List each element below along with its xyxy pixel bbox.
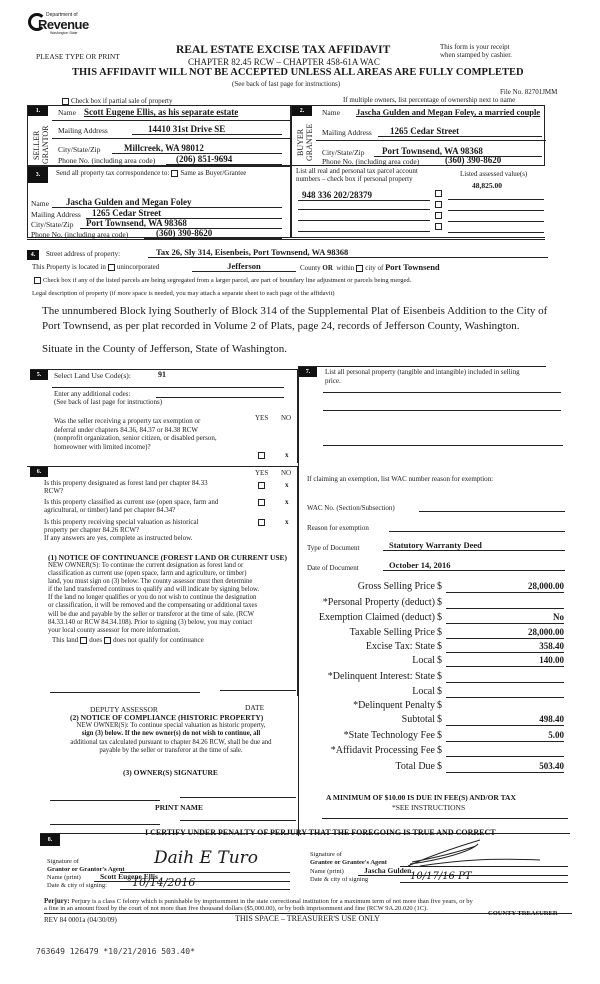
unincorporated-checkbox[interactable] xyxy=(108,264,115,271)
grantor-signature[interactable]: Daih E Turo xyxy=(154,848,259,868)
parcels-section xyxy=(291,166,545,238)
perjury-certification: I CERTIFY UNDER PENALTY OF PERJURY THAT THE FOREGOING IS TRUE AND CORRECT xyxy=(145,828,496,837)
historic-no-mark[interactable]: x xyxy=(285,518,289,526)
forest-land-question: Is this property designated as forest land per chapter 84.33 RCW? xyxy=(44,479,208,495)
deputy-assessor-label: DEPUTY ASSESSOR xyxy=(90,705,158,714)
forest-land-yes-checkbox[interactable] xyxy=(258,482,265,489)
grantor-print-name[interactable]: Scott Eugene Ellis xyxy=(94,872,290,882)
current-use-no-mark[interactable]: x xyxy=(285,498,289,506)
buyer-section xyxy=(291,105,545,166)
seller-section xyxy=(27,105,291,166)
forest-land-no-mark[interactable]: x xyxy=(285,481,289,489)
affidavit-processing-fee[interactable] xyxy=(446,745,564,757)
treasurer-space-label: THIS SPACE – TREASURER'S USE ONLY xyxy=(235,914,380,923)
amount-row-delinquent-interest-local: Local $ xyxy=(300,686,600,700)
grantee-print-name[interactable]: Jascha Gulden xyxy=(358,866,568,876)
multiple-owners-note: If multiple owners, list percentage of ownership next to name xyxy=(343,96,516,104)
logo-state: Washington State xyxy=(50,31,78,35)
amount-row-gross-selling-price: Gross Selling Price $ 28,000.00 xyxy=(357,581,564,592)
buyer-name[interactable]: Jascha Gulden and Megan Foley, a married couple xyxy=(356,107,541,117)
seller-city-label: City/State/Zip xyxy=(58,145,101,154)
parcel-number-3[interactable] xyxy=(298,211,430,221)
grantee-date-label: Date & city of signing xyxy=(310,876,369,883)
form-revision: REV 84 0001a (04/30/09) xyxy=(44,916,117,924)
parcel-2-personal-checkbox[interactable] xyxy=(435,201,442,208)
section-number: 8. xyxy=(40,834,60,846)
corr-phone[interactable]: (360) 390-8620 xyxy=(144,228,282,239)
section-number: 7. xyxy=(299,367,317,377)
no-header: NO xyxy=(281,469,292,477)
historic-yes-checkbox[interactable] xyxy=(258,519,265,526)
yes-header: YES xyxy=(255,414,269,422)
amount-row-subtotal: Subtotal $ 498.40 xyxy=(401,714,564,725)
partial-sale-label: Check box if partial sale of property xyxy=(71,97,173,105)
seller-address-label: Mailing Address xyxy=(58,126,108,135)
assessor-date-label: DATE xyxy=(245,703,265,712)
exemption-yes-checkbox[interactable] xyxy=(258,452,265,459)
section-number: 3. xyxy=(28,167,48,183)
seller-phone-label: Phone No. (including area code) xyxy=(58,156,156,165)
file-number: File No. 82701JMM xyxy=(500,88,558,96)
amount-row-processing-fee: *Affidavit Processing Fee $ xyxy=(300,745,600,759)
personal-property-label-2: price. xyxy=(325,377,341,385)
perjury-notice-2: a fine in an amount fixed by the court of not more than five thousand dollars ($5,000.00), or by both imprisonment and fine (RCW 9A.20.020 (1C). xyxy=(44,905,428,912)
total-due[interactable]: 503.40 xyxy=(446,761,564,773)
section-number: 4. xyxy=(27,250,39,260)
grantor-date-label: Date & city of signing: xyxy=(47,882,107,889)
corr-name[interactable]: Jascha Gulden and Megan Foley xyxy=(52,197,282,208)
seller-side-label: SELLER GRANTOR xyxy=(32,125,50,165)
wac-number-field[interactable] xyxy=(419,503,565,512)
delinquent-interest-state[interactable] xyxy=(446,671,564,683)
section-number: 2. xyxy=(292,106,312,116)
assessed-value-label: Listed assessed value(s) xyxy=(460,170,528,178)
does-qualify-checkbox[interactable] xyxy=(80,637,87,644)
buyer-address-label: Mailing Address xyxy=(322,128,372,137)
parcel-number-1[interactable]: 948 336 202/28379 xyxy=(298,190,430,201)
logo-dept: Department of xyxy=(46,12,78,18)
buyer-phone[interactable]: (360) 390-8620 xyxy=(437,155,542,166)
exemption-claimed[interactable]: No xyxy=(446,612,564,624)
qualify-continuance-row: This land does does not qualify for continuance xyxy=(52,636,204,644)
personal-property-deduct[interactable] xyxy=(446,597,564,609)
parcel-3-personal-checkbox[interactable] xyxy=(435,212,442,219)
document-type[interactable]: Statutory Warranty Deed xyxy=(383,540,565,551)
corr-city-label: City/State/Zip xyxy=(31,220,74,229)
additional-codes-note: (See back of last page for instructions) xyxy=(54,398,163,406)
historic-question: Is this property receiving special valuation as historical property per chapter 84.26 RCW? If any answers are yes, complete as instructed below. xyxy=(44,518,199,542)
print-name-label: PRINT NAME xyxy=(155,803,203,812)
current-use-question: Is this property classified as current use (open space, farm and agricultural, or timber) land per chapter 84.34? xyxy=(44,498,219,514)
within-city-row: County OR within city of Port Townsend xyxy=(300,262,440,272)
grantee-date[interactable]: 10/17/16 PT xyxy=(400,871,568,883)
receipt-note: This form is your receipt xyxy=(440,43,510,51)
exemption-question: Was the seller receiving a property tax exemption or deferral under chapters 84.36, 84.37 or 84.38 RCW (nonprofit organization, senior citizen, or disabled person, homeowner with limited income)? xyxy=(54,417,217,451)
amount-row-taxable-price: Taxable Selling Price $ 28,000.00 xyxy=(349,627,564,638)
document-type-label: Type of Document xyxy=(307,544,360,552)
section-number: 1. xyxy=(28,106,48,116)
excise-tax-state[interactable]: 358.40 xyxy=(446,641,564,653)
wac-number-label: WAC No. (Section/Subsection) xyxy=(307,504,395,512)
instructions-note: (See back of last page for instructions) xyxy=(232,80,341,88)
segregated-checkbox[interactable] xyxy=(34,277,41,284)
corr-phone-label: Phone No. (including area code) xyxy=(31,230,129,239)
amount-row-excise-local: Local $ 140.00 xyxy=(412,655,564,666)
amount-row-delinquent-penalty: *Delinquent Penalty $ xyxy=(300,700,600,714)
receipt-note-2: when stamped by cashier. xyxy=(440,51,512,59)
section-number: 6. xyxy=(30,467,48,477)
additional-codes-label: Enter any additional codes: xyxy=(54,390,131,398)
correspondence-section xyxy=(27,166,291,238)
parcel-number-2[interactable] xyxy=(298,200,430,210)
land-use-code[interactable]: 91 xyxy=(158,370,166,379)
amount-row-exemption: Exemption Claimed (deduct) $ No xyxy=(318,612,564,623)
street-address-label: Street address of property: xyxy=(46,250,121,258)
gross-selling-price[interactable]: 28,000.00 xyxy=(446,581,564,593)
amount-row-tech-fee: *State Technology Fee $ 5.00 xyxy=(343,730,564,741)
subtotal[interactable]: 498.40 xyxy=(446,714,564,726)
perjury-notice: Perjury: Perjury is a class C felony which is punishable by imprisonment in the state correctional institution for a maximum term of not more than five years, or by xyxy=(44,897,473,905)
assessed-value-1[interactable]: 48,825.00 xyxy=(472,181,502,190)
exemption-no-mark[interactable]: x xyxy=(285,451,289,459)
property-county[interactable]: Jefferson xyxy=(192,261,296,272)
land-use-label: Select Land Use Code(s): xyxy=(54,371,131,380)
amount-row-delinquent-interest-state: *Delinquent Interest: State $ xyxy=(300,671,600,685)
completion-warning: THIS AFFIDAVIT WILL NOT BE ACCEPTED UNLESS ALL AREAS ARE FULLY COMPLETED xyxy=(72,67,524,78)
buyer-side-label: BUYER GRANTEE xyxy=(296,123,314,161)
dor-logo xyxy=(26,12,89,38)
corr-city[interactable]: Port Townsend, WA 98368 xyxy=(80,218,282,229)
legal-description-line: The unnumbered Block lying Southerly of Block 314 of the Supplemental Plat of Eisenbeis Addition to the City of xyxy=(42,305,548,317)
legal-description-line: Situate in the County of Jefferson, State of Washington. xyxy=(42,343,287,355)
seller-phone[interactable]: (206) 851-9694 xyxy=(166,154,282,165)
parcels-label: List all real and personal tax parcel account xyxy=(296,167,418,175)
yes-header: YES xyxy=(255,469,269,477)
delinquent-interest-local[interactable] xyxy=(446,686,564,698)
parcel-1-personal-checkbox[interactable] xyxy=(435,190,442,197)
form-subtitle: CHAPTER 82.45 RCW – CHAPTER 458-61A WAC xyxy=(188,57,380,67)
buyer-address[interactable]: 1265 Cedar Street xyxy=(378,126,542,137)
excise-tax-local[interactable]: 140.00 xyxy=(446,655,564,667)
property-street-address[interactable]: Tax 26, Sly 314, Eisenbeis, Port Townsend, WA 98368 xyxy=(148,247,548,258)
seller-name-label: Name xyxy=(58,108,76,117)
county-treasurer-label: COUNTY TREASURER xyxy=(488,910,558,917)
location-row: This Property is located in unincorporated xyxy=(32,263,160,271)
notice-compliance-title: (2) NOTICE OF COMPLIANCE (HISTORIC PROPERTY) xyxy=(70,713,264,722)
parcel-number-4[interactable] xyxy=(298,222,430,232)
grantee-name-label: Name (print) xyxy=(310,868,344,875)
exemption-wac-label: If claiming an exemption, list WAC number reason for exemption: xyxy=(307,475,494,483)
buyer-phone-label: Phone No. (including area code) xyxy=(322,157,420,166)
grantor-signature-label: Signature of xyxy=(47,858,79,865)
amount-row-excise-state: Excise Tax: State $ 358.40 xyxy=(365,641,564,652)
seller-address[interactable]: 14410 31st Drive SE xyxy=(132,124,282,135)
corr-address-label: Mailing Address xyxy=(31,210,81,219)
legal-description-line: Port Townsend, as per plat recorded in Volume 2 of Plats, page 24, records of Jefferson County, Washington. xyxy=(42,320,520,332)
section-number: 5. xyxy=(30,370,48,380)
document-date[interactable]: October 14, 2016 xyxy=(383,560,565,571)
same-as-buyer-checkbox[interactable] xyxy=(171,170,178,177)
segregated-row: Check box if any of the listed parcels are being segregated from a larger parcel, are part of boundary line adjustment or parcels being merged. xyxy=(32,277,411,284)
amount-row-personal-property: *Personal Property (deduct) $ xyxy=(300,597,600,611)
grantor-name-label: Name (print) xyxy=(47,874,81,881)
grantor-date[interactable]: 10/14/2016 xyxy=(120,876,290,890)
no-header: NO xyxy=(281,414,292,422)
partial-sale-row xyxy=(60,97,172,105)
seller-city[interactable]: Millcreek, WA 98012 xyxy=(112,143,282,154)
buyer-city-label: City/State/Zip xyxy=(322,148,365,157)
exemption-reason-label: Reason for exemption xyxy=(307,524,369,532)
notice-compliance-text: NEW OWNER(S): To continue special valuation as historic property, sign (3) below. If the new owner(s) do not wish to continue, all additional tax calculated pursuant to chapter 84.26 RCW, shall be due and payable by the seller or transferor at the time of sale. xyxy=(70,722,272,754)
state-technology-fee[interactable]: 5.00 xyxy=(446,730,564,742)
notice-continuance-text: NEW OWNER(S): To continue the current designation as forest land or classification as current use (open space, farm and agriculture, or timber) land, you must sign on (3) below. The county assessor must then determine if the land transferred continues to qualify and will indicate by signing below. If the land no longer qualifies or you do not wish to continue the designation or classification, it will be removed and the compensating or additional taxes will be due and payable by the seller or transferor at the time of sale. (RCW 84.33.140 or RCW 84.34.108). Prior to signing (3) below, you may contact your local county assessor for more information. xyxy=(48,562,260,634)
current-use-yes-checkbox[interactable] xyxy=(258,499,265,506)
grantee-agent-label: Grantee or Grantee's Agent xyxy=(310,859,387,866)
personal-property-label: List all personal property (tangible and intangible) included in selling xyxy=(325,368,520,376)
logo-name: Revenue xyxy=(38,17,89,32)
receipt-stamp: 763649 126479 *10/21/2016 503.40* xyxy=(36,947,195,956)
taxable-selling-price[interactable]: 28,000.00 xyxy=(446,627,564,639)
parcels-label-2: numbers – check box if personal property xyxy=(296,175,413,183)
amount-row-total-due: Total Due $ 503.40 xyxy=(395,761,564,772)
exemption-reason-field[interactable] xyxy=(389,523,565,532)
within-city-checkbox[interactable] xyxy=(356,265,363,272)
buyer-city[interactable]: Port Townsend, WA 98368 xyxy=(374,146,542,157)
delinquent-penalty[interactable] xyxy=(446,700,564,712)
please-type-note: PLEASE TYPE OR PRINT xyxy=(36,52,120,61)
legal-description-label: Legal description of property (if more space is needed, you may attach a separate sheet to each page of the affidavit) xyxy=(32,290,335,297)
corr-name-label: Name xyxy=(31,199,49,208)
document-date-label: Date of Document xyxy=(307,564,359,572)
see-instructions-note: *SEE INSTRUCTIONS xyxy=(392,803,466,812)
correspondence-header: Send all property tax correspondence to: Same as Buyer/Grantee xyxy=(56,169,247,177)
seller-name[interactable]: Scott Eugene Ellis, as his separate estate xyxy=(84,107,239,117)
grantee-signature-label: Signature of xyxy=(310,851,342,858)
partial-sale-checkbox[interactable] xyxy=(62,98,69,105)
form-title: REAL ESTATE EXCISE TAX AFFIDAVIT xyxy=(176,44,391,56)
grantor-agent-label: Grantor or Grantor's Agent xyxy=(47,866,125,873)
corr-address[interactable]: 1265 Cedar Street xyxy=(86,208,282,219)
notice-continuance-title: (1) NOTICE OF CONTINUANCE (FOREST LAND OR CURRENT USE) xyxy=(48,553,288,562)
property-city: Port Townsend xyxy=(385,262,440,272)
minimum-fee-note: A MINIMUM OF $10.00 IS DUE IN FEE(S) AND/OR TAX xyxy=(326,793,516,802)
section-6 xyxy=(30,466,298,696)
parcel-4-personal-checkbox[interactable] xyxy=(435,223,442,230)
buyer-name-label: Name xyxy=(322,108,340,117)
land-use-section xyxy=(30,369,298,463)
owner-signature-label: (3) OWNER(S) SIGNATURE xyxy=(123,768,218,777)
does-not-qualify-checkbox[interactable] xyxy=(104,637,111,644)
